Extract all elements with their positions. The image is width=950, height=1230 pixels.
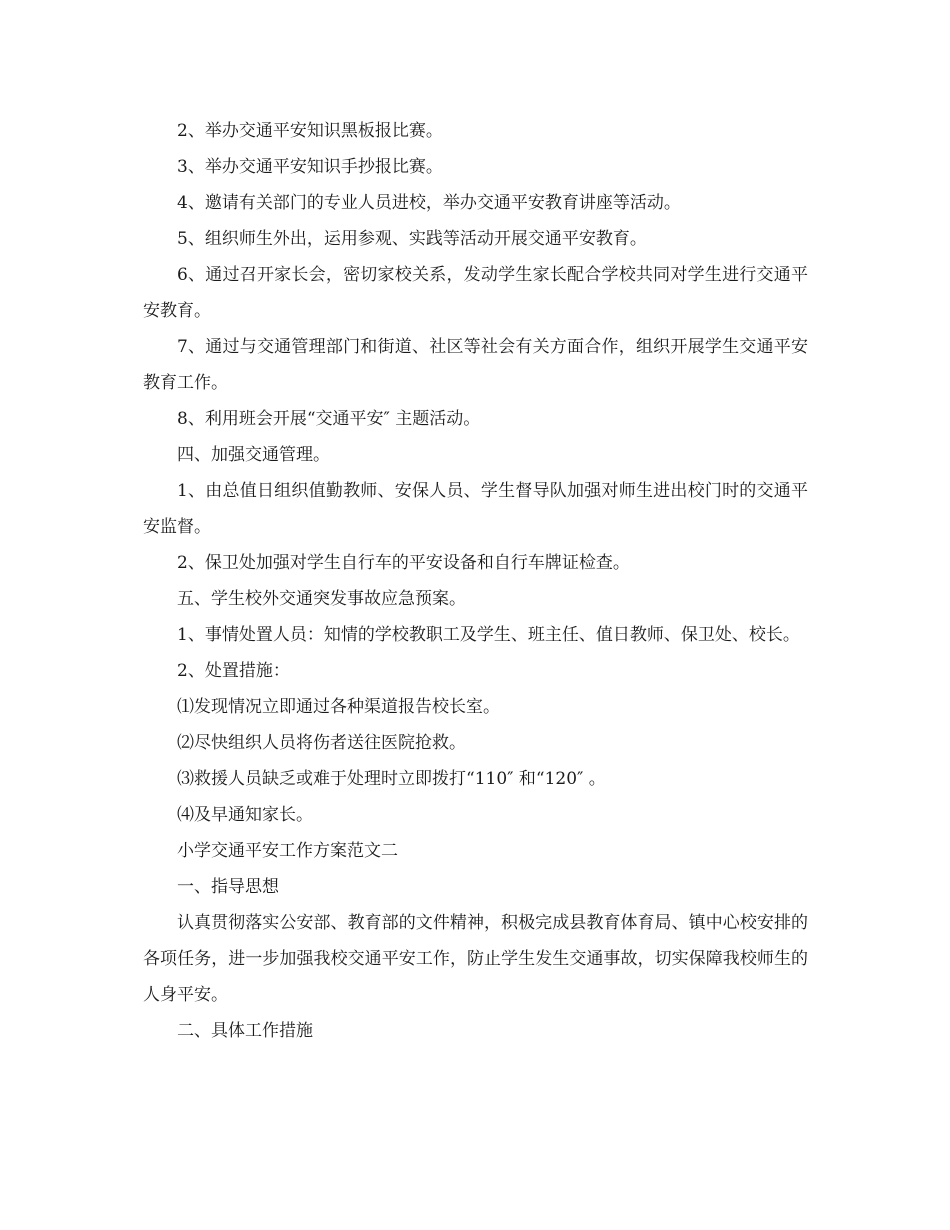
section-heading-measures: 二、具体工作措施 [177,1021,313,1041]
measure-item-1: ⑴发现情况立即通过各种渠道报告校长室。 [177,697,500,717]
paragraph-activity-7: 7、通过与交通管理部门和街道、社区等社会有关方面合作，组织开展学生交通平安教育工作。 [143,337,808,393]
measure-item-3: ⑶救援人员缺乏或难于处理时立即拨打“110″ 和“120″ 。 [177,769,606,789]
paragraph-management-1: 1、由总值日组织值勤教师、安保人员、学生督导队加强对师生进出校门时的交通平安监督。 [143,481,808,537]
paragraph-activity-4: 4、邀请有关部门的专业人员进校，举办交通平安教育讲座等活动。 [177,193,681,213]
paragraph-emergency-1: 1、事情处置人员：知情的学校教职工及学生、班主任、值日教师、保卫处、校长。 [177,625,800,645]
paragraph-management-2: 2、保卫处加强对学生自行车的平安设备和自行车牌证检查。 [177,553,630,573]
section-heading-guiding-thought: 一、指导思想 [177,877,279,897]
paragraph-emergency-2: 2、处置措施： [177,661,290,681]
paragraph-activity-8: 8、利用班会开展“交通平安″ 主题活动。 [177,409,481,429]
section-heading-five: 五、学生校外交通突发事故应急预案。 [177,589,466,609]
paragraph-activity-6: 6、通过召开家长会，密切家校关系，发动学生家长配合学校共同对学生进行交通平安教育。 [143,265,808,321]
document-body [143,113,808,1049]
paragraph-guiding-thought: 认真贯彻落实公安部、教育部的文件精神，积极完成县教育体育局、镇中心校安排的各项任务，进一步加强我校交通平安工作，防止学生发生交通事故，切实保障我校师生的人身平安。 [143,913,808,1005]
section-heading-four: 四、加强交通管理。 [177,445,330,465]
paragraph-activity-5: 5、组织师生外出，运用参观、实践等活动开展交通平安教育。 [177,229,647,249]
paragraph-activity-3: 3、举办交通平安知识手抄报比赛。 [177,157,443,177]
measure-item-2: ⑵尽快组织人员将伤者送往医院抢救。 [177,733,466,753]
document-subtitle-two: 小学交通平安工作方案范文二 [177,841,398,861]
measure-item-4: ⑷及早通知家长。 [177,805,313,825]
paragraph-activity-2: 2、举办交通平安知识黑板报比赛。 [177,121,443,141]
